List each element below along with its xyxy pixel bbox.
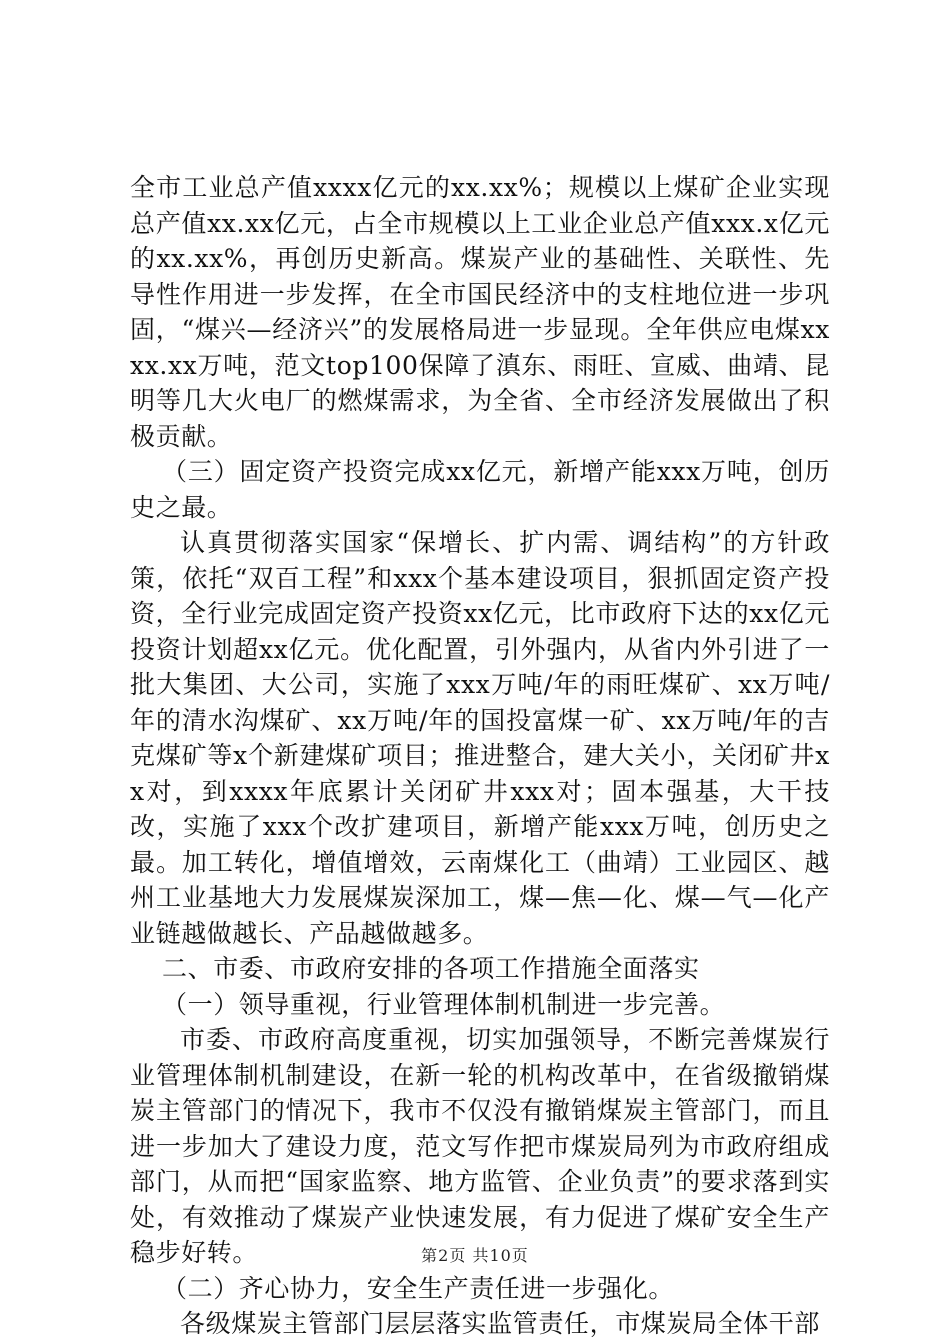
body-text — [130, 170, 830, 1342]
paragraph-management-system: 市委、市政府高度重视，切实加强领导，不断完善煤炭行业管理体制机制建设，在新一轮的机构改革中，在省级撤销煤炭主管部门的情况下，我市不仅没有撤销煤炭主管部门，而且进一步加大了建设力度，范文写作把市煤炭局列为市政府组成部门，从而把“国家监察、地方监管、企业负责”的要求落到实处，有效推动了煤炭产业快速发展，有力促进了煤矿安全生产稳步好转。 — [130, 1025, 830, 1267]
subheading-leadership: （一）领导重视，行业管理体制机制进一步完善。 — [162, 989, 726, 1019]
page-number-footer: 第2页 共10页 — [421, 1246, 529, 1265]
subheading-fixed-asset-investment: （三）固定资产投资完成xx亿元，新增产能xxx万吨，创历史之最。 — [130, 457, 830, 522]
paragraph-investment-details: 认真贯彻落实国家“保增长、扩内需、调结构”的方针政策，依托“双百工程”和xxx个基本建设项目，狠抓固定资产投资，全行业完成固定资产投资xx亿元，比市政府下达的xx亿元投资计划超xx亿元。优化配置，引外强内，从省内外引进了一批大集团、大公司，实施了xxx万吨/年的雨旺煤矿、xx万吨/年的清水沟煤矿、xx万吨/年的国投富煤一矿、xx万吨/年的吉克煤矿等x个新建煤矿项目；推进整合，建大关小，关闭矿井xx对，到xxxx年底累计关闭矿井xxx对；固本强基，大干技改，实施了xxx个改扩建项目，新增产能xxx万吨，创历史之最。加工转化，增值增效，云南煤化工（曲靖）工业园区、越州工业基地大力发展煤炭深加工，煤—焦—化、煤—气—化产业链越做越长、产品越做越多。 — [130, 528, 830, 948]
subheading-safety-responsibility: （二）齐心协力，安全生产责任进一步强化。 — [162, 1273, 675, 1303]
paragraph-output-summary: 全市工业总产值xxxx亿元的xx.xx%；规模以上煤矿企业实现总产值xx.xx亿元，占全市规模以上工业企业总产值xxx.x亿元的xx.xx%，再创历史新高。煤炭产业的基础性、关联性、先导性作用进一步发挥，在全市国民经济中的支柱地位进一步巩固，“煤兴—经济兴”的发展格局进一步显现。全年供应电煤xxxx.xx万吨，范文top100保障了滇东、雨旺、宣威、曲靖、昆明等几大火电厂的燃煤需求，为全省、全市经济发展做出了积极贡献。 — [130, 173, 830, 451]
paragraph-supervision: 各级煤炭主管部门层层落实监管责任，市煤炭局全体干部 — [180, 1309, 821, 1338]
section-heading-measures: 二、市委、市政府安排的各项工作措施全面落实 — [162, 954, 700, 983]
